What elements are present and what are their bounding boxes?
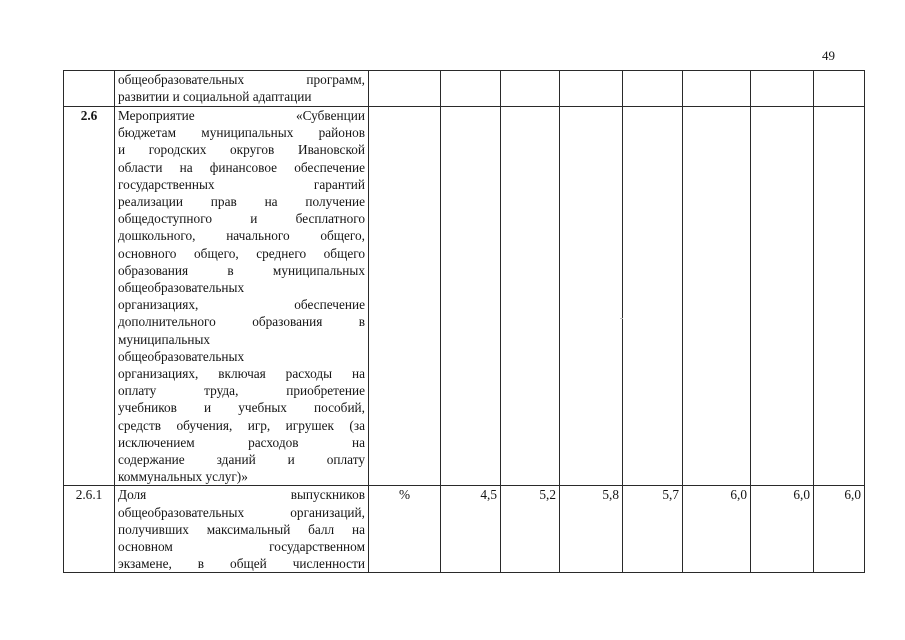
description-line: дошкольного, начального общего, bbox=[118, 228, 365, 244]
value-cell bbox=[814, 107, 865, 486]
description-line: общедоступного и бесплатного bbox=[118, 211, 365, 227]
description-line: образования в муниципальных bbox=[118, 262, 365, 278]
value-cell bbox=[560, 107, 623, 486]
value-cell: 5,2 bbox=[501, 486, 560, 573]
table-row bbox=[64, 107, 865, 486]
value-cell bbox=[560, 71, 623, 107]
description-line: получивших максимальный балл на bbox=[118, 521, 365, 537]
description-line: муниципальных bbox=[118, 331, 211, 347]
value-cell: 6,0 bbox=[814, 486, 865, 573]
description-line: организациях, обеспечение bbox=[118, 297, 365, 313]
table-row bbox=[64, 71, 865, 107]
value-cell bbox=[683, 107, 751, 486]
description-line: средств обучения, игр, игрушек (за bbox=[118, 417, 365, 433]
unit-cell bbox=[369, 107, 441, 486]
description-line: развитии и социальной адаптации bbox=[118, 89, 312, 105]
description-line: коммунальных услуг)» bbox=[118, 469, 248, 485]
value-cell: 4,5 bbox=[441, 486, 501, 573]
description-line: общеобразовательных программ, bbox=[118, 72, 365, 87]
description-line: реализации прав на получение bbox=[118, 194, 365, 210]
description-line: содержание зданий и оплату bbox=[118, 452, 365, 468]
value-cell bbox=[441, 107, 501, 486]
value-cell: 6,0 bbox=[683, 486, 751, 573]
description-line: общеобразовательных bbox=[118, 348, 245, 364]
row-number-cell: 2.6.1 bbox=[64, 486, 115, 573]
scan-speck bbox=[620, 318, 623, 319]
description-line: и городских округов Ивановской bbox=[118, 142, 365, 158]
row-number-cell bbox=[64, 71, 115, 107]
value-cell bbox=[683, 71, 751, 107]
description-line: общеобразовательных организаций, bbox=[118, 504, 365, 520]
description-line: оплату труда, приобретение bbox=[118, 383, 365, 399]
description-line: основного общего, среднего общего bbox=[118, 245, 365, 261]
value-cell: 5,7 bbox=[623, 486, 683, 573]
description-line: Мероприятие «Субвенции bbox=[118, 108, 365, 123]
value-cell: 6,0 bbox=[751, 486, 814, 573]
value-cell bbox=[751, 71, 814, 107]
value-cell bbox=[501, 107, 560, 486]
description-line: экзамене, в общей численности bbox=[118, 556, 365, 572]
description-line: области на финансовое обеспечение bbox=[118, 159, 365, 175]
description-line: организациях, включая расходы на bbox=[118, 366, 365, 382]
row-number-cell: 2.6 bbox=[64, 107, 115, 486]
value-cell bbox=[814, 71, 865, 107]
unit-cell bbox=[369, 71, 441, 107]
value-cell bbox=[501, 71, 560, 107]
description-line: бюджетам муниципальных районов bbox=[118, 125, 365, 141]
table-row bbox=[64, 486, 865, 573]
description-line: основном государственном bbox=[118, 539, 365, 555]
value-cell bbox=[623, 107, 683, 486]
description-line: государственных гарантий bbox=[118, 176, 365, 192]
description-cell bbox=[115, 486, 369, 573]
description-line: дополнительного образования в bbox=[118, 314, 365, 330]
unit-cell: % bbox=[369, 486, 441, 573]
description-line: учебников и учебных пособий, bbox=[118, 400, 365, 416]
description-line: общеобразовательных bbox=[118, 280, 245, 296]
indicators-table bbox=[63, 70, 865, 573]
description-cell bbox=[115, 71, 369, 107]
page-number: 49 bbox=[822, 48, 835, 63]
value-cell: 5,8 bbox=[560, 486, 623, 573]
description-line: исключением расходов на bbox=[118, 434, 365, 450]
value-cell bbox=[751, 107, 814, 486]
value-cell bbox=[441, 71, 501, 107]
description-cell bbox=[115, 107, 369, 486]
value-cell bbox=[623, 71, 683, 107]
description-line: Доля выпускников bbox=[118, 487, 365, 503]
